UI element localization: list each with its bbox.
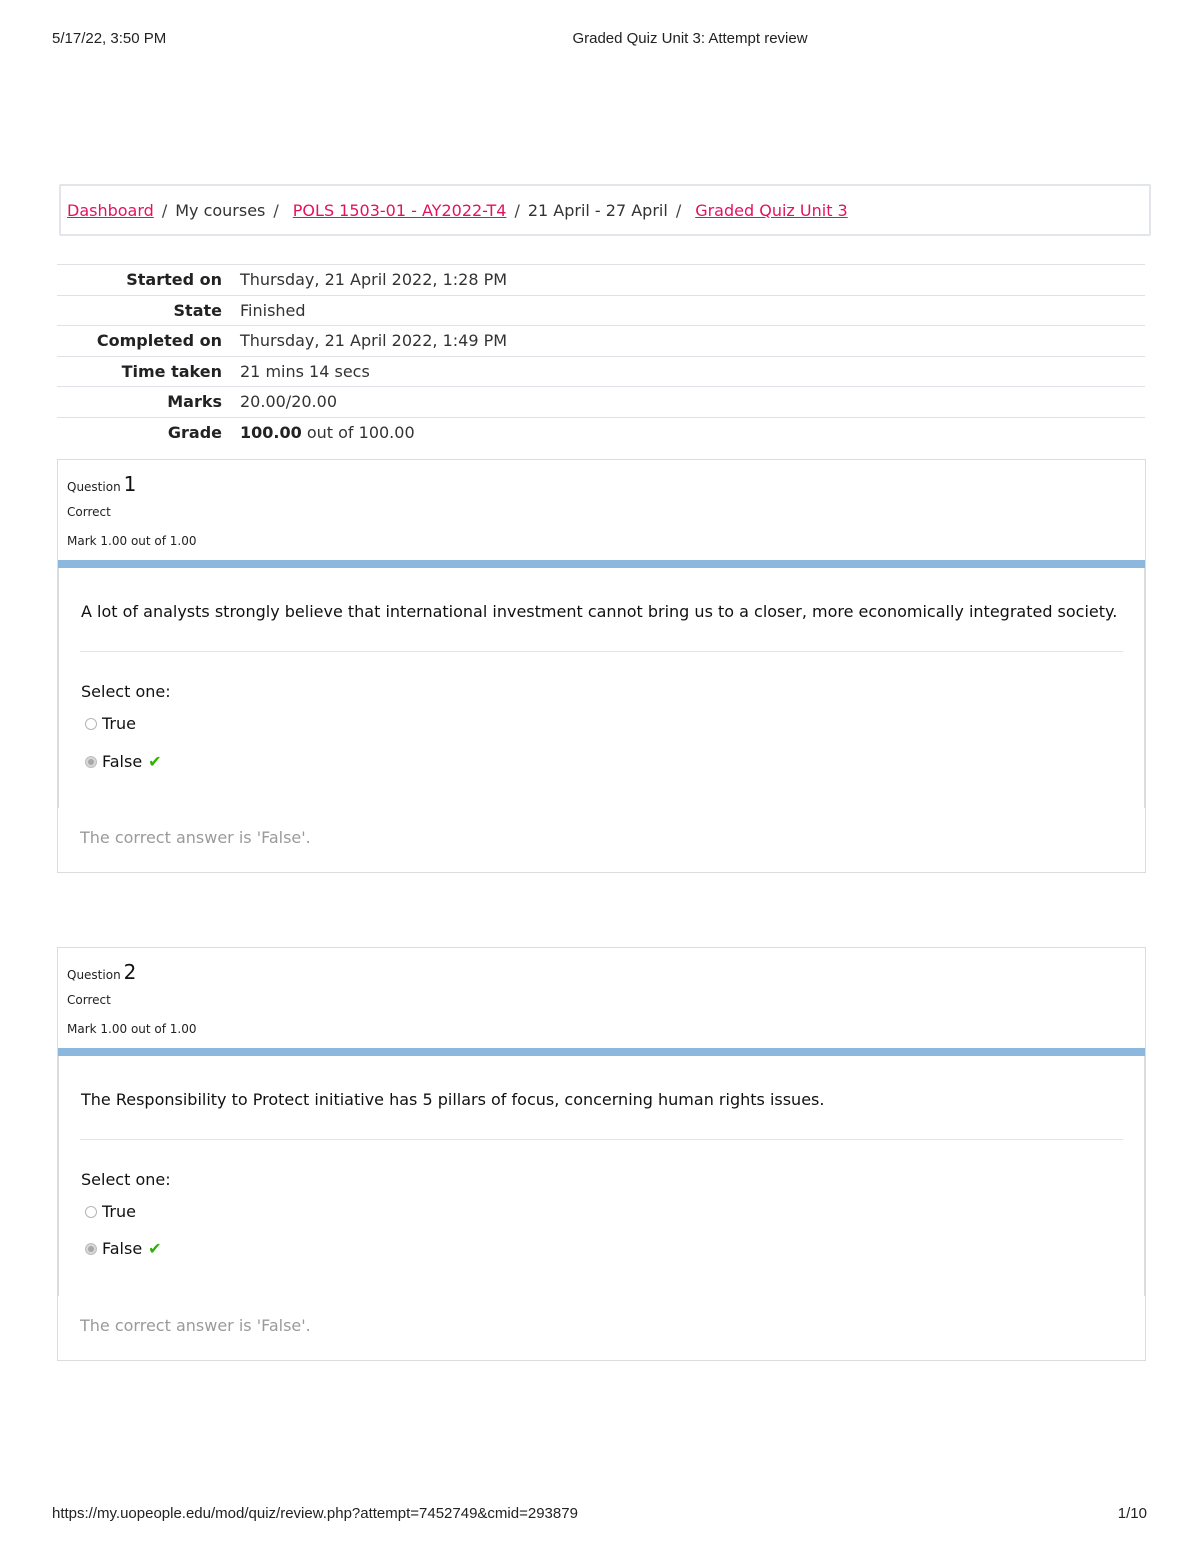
- check-icon: ✔: [148, 752, 162, 771]
- question-text: The Responsibility to Protect initiative has 5 pillars of focus, concerning human rights issues.: [81, 1090, 825, 1109]
- select-one-label: Select one:: [81, 1170, 171, 1189]
- print-page-number: 1/10: [1117, 1505, 1147, 1522]
- breadcrumb-quiz-link[interactable]: Graded Quiz Unit 3: [695, 200, 848, 220]
- check-icon: ✔: [148, 1239, 162, 1258]
- question-number: [67, 960, 136, 984]
- summary-row-completed-on: [57, 325, 1145, 356]
- question-state: Correct: [67, 505, 111, 519]
- attempt-summary-table: [57, 264, 1145, 447]
- radio-button-selected[interactable]: [85, 1243, 97, 1255]
- question-info: [58, 460, 1145, 560]
- correct-answer-text: The correct answer is 'False'.: [80, 1316, 311, 1335]
- summary-label: Completed on: [96, 331, 222, 351]
- breadcrumb-my-courses: My courses: [175, 200, 266, 220]
- question-info: [58, 948, 1145, 1048]
- question-bar: [58, 1048, 1145, 1056]
- question-feedback: [58, 1296, 1145, 1360]
- breadcrumb: [59, 184, 1151, 236]
- option-label: False: [102, 752, 143, 771]
- summary-value: Finished: [240, 300, 306, 320]
- option-false[interactable]: [85, 1239, 162, 1258]
- option-true[interactable]: [85, 1202, 136, 1221]
- print-title: Graded Quiz Unit 3: Attempt review: [572, 30, 808, 47]
- breadcrumb-dashboard-link[interactable]: Dashboard: [67, 200, 154, 220]
- question-content: [57, 568, 1146, 808]
- radio-button[interactable]: [85, 718, 97, 730]
- option-label: True: [102, 1202, 136, 1221]
- option-label: True: [102, 714, 136, 733]
- print-header: [0, 30, 1200, 50]
- breadcrumb-separator: /: [675, 200, 682, 220]
- summary-label: Marks: [167, 392, 222, 412]
- question-label: Question: [67, 480, 121, 494]
- radio-button[interactable]: [85, 1206, 97, 1218]
- question-number-value: 2: [123, 960, 137, 984]
- question-content: [57, 1056, 1146, 1296]
- option-false[interactable]: [85, 752, 162, 771]
- summary-row-state: [57, 295, 1145, 326]
- print-url: https://my.uopeople.edu/mod/quiz/review.php?attempt=7452749&cmid=293879: [52, 1505, 578, 1522]
- breadcrumb-separator: /: [161, 200, 168, 220]
- question-card-2: [57, 947, 1146, 1361]
- breadcrumb-week: 21 April - 27 April: [527, 200, 668, 220]
- option-true[interactable]: [85, 714, 136, 733]
- grade-out-of: out of 100.00: [306, 422, 415, 442]
- summary-value: Thursday, 21 April 2022, 1:49 PM: [240, 331, 508, 351]
- question-number-value: 1: [123, 472, 137, 496]
- question-text: A lot of analysts strongly believe that international investment cannot bring us to a closer, more economically integrated society.: [81, 602, 1118, 621]
- breadcrumb-separator: /: [514, 200, 520, 220]
- question-bar: [58, 560, 1145, 568]
- select-one-label: Select one:: [81, 682, 171, 701]
- summary-value: [240, 423, 415, 442]
- summary-row-grade: [57, 417, 1145, 448]
- divider: [80, 1139, 1123, 1140]
- summary-value: 20.00/20.00: [240, 392, 337, 412]
- divider: [80, 651, 1123, 652]
- question-state: Correct: [67, 993, 111, 1007]
- option-label: False: [102, 1239, 143, 1258]
- summary-value: 21 mins 14 secs: [240, 361, 370, 381]
- summary-row-time-taken: [57, 356, 1145, 387]
- question-feedback: [58, 808, 1145, 872]
- print-footer: [0, 1505, 1200, 1525]
- summary-value: Thursday, 21 April 2022, 1:28 PM: [240, 270, 508, 290]
- summary-label: Started on: [126, 270, 222, 290]
- question-card-1: [57, 459, 1146, 873]
- summary-row-marks: [57, 386, 1145, 417]
- correct-answer-text: The correct answer is 'False'.: [80, 828, 311, 847]
- print-date: 5/17/22, 3:50 PM: [52, 30, 167, 47]
- grade-score: 100.00: [240, 422, 302, 442]
- question-number: [67, 472, 136, 496]
- summary-label: State: [173, 300, 222, 320]
- question-label: Question: [67, 968, 121, 982]
- summary-row-started-on: [57, 264, 1145, 295]
- radio-button-selected[interactable]: [85, 756, 97, 768]
- breadcrumb-course-link[interactable]: POLS 1503-01 - AY2022-T4: [292, 200, 507, 220]
- question-mark: Mark 1.00 out of 1.00: [67, 1022, 197, 1036]
- breadcrumb-separator: /: [273, 200, 279, 220]
- summary-label: Time taken: [121, 361, 222, 381]
- summary-label: Grade: [167, 422, 222, 442]
- question-mark: Mark 1.00 out of 1.00: [67, 534, 197, 548]
